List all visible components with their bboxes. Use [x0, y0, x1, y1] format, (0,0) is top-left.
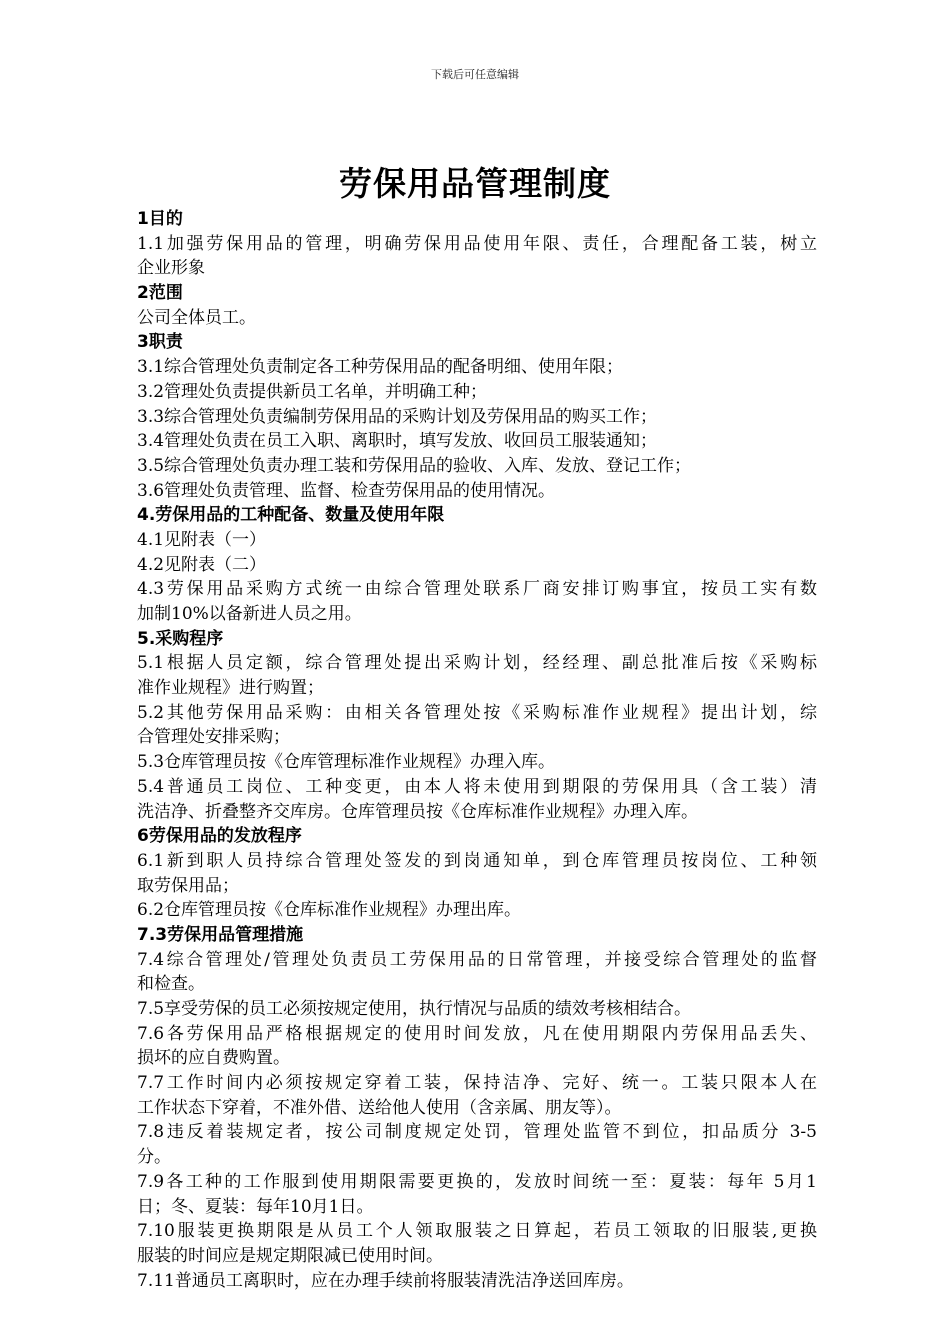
body-line: 6.1新到职人员持综合管理处签发的到岗通知单，到仓库管理员按岗位、工种领 — [137, 850, 817, 871]
body-line: 分。 — [137, 1147, 171, 1168]
body-line: 加制10%以备新进人员之用。 — [137, 604, 362, 624]
body-line: 3.6管理处负责管理、监督、检查劳保用品的使用情况。 — [137, 480, 556, 501]
body-line: 1.1加强劳保用品的管理，明确劳保用品使用年限、责任，合理配备工装，树立 — [137, 233, 817, 254]
body-line: 5.1根据人员定额，综合管理处提出采购计划，经经理、副总批准后按《采购标 — [137, 653, 817, 674]
section-heading: 6劳保用品的发放程序 — [137, 826, 302, 847]
body-line: 准作业规程》进行购置； — [137, 678, 324, 699]
section-heading: 7.3劳保用品管理措施 — [137, 924, 304, 945]
section-heading: 4.劳保用品的工种配备、数量及使用年限 — [137, 505, 445, 526]
body-line: 7.8违反着装规定者，按公司制度规定处罚，管理处监管不到位，扣品质分 3-5 — [137, 1122, 817, 1143]
body-line: 企业形象 — [137, 258, 205, 279]
body-line: 损坏的应自费购置。 — [137, 1048, 290, 1069]
body-line: 和检查。 — [137, 974, 205, 995]
body-line: 7.7工作时间内必须按规定穿着工装，保持洁净、完好、统一。工装只限本人在 — [137, 1073, 817, 1094]
body-line: 6.2仓库管理员按《仓库标准作业规程》办理出库。 — [137, 900, 522, 921]
body-line: 5.3仓库管理员按《仓库管理标准作业规程》办理入库。 — [137, 752, 556, 773]
body-line: 合管理处安排采购； — [137, 727, 290, 748]
body-line: 服装的时间应是规定期限减已使用时间。 — [137, 1245, 443, 1266]
body-line: 3.3综合管理处负责编制劳保用品的采购计划及劳保用品的购买工作； — [137, 406, 658, 427]
section-heading: 1目的 — [137, 209, 183, 229]
section-heading: 5.采购程序 — [137, 628, 224, 649]
body-line: 4.3劳保用品采购方式统一由综合管理处联系厂商安排订购事宜，按员工实有数 — [137, 579, 817, 600]
body-line: 3.4管理处负责在员工入职、离职时，填写发放、收回员工服装通知； — [137, 431, 658, 452]
body-line: 5.2其他劳保用品采购：由相关各管理处按《采购标准作业规程》提出计划，综 — [137, 702, 817, 723]
header-note: 下载后可任意编辑 — [431, 68, 519, 81]
body-line: 7.6各劳保用品严格根据规定的使用时间发放，凡在使用期限内劳保用品丢失、 — [137, 1023, 817, 1044]
body-line: 4.2见附表（二） — [137, 554, 267, 575]
body-line: 3.5综合管理处负责办理工装和劳保用品的验收、入库、发放、登记工作； — [137, 455, 692, 476]
section-heading: 2范围 — [137, 283, 183, 304]
body-line: 7.10服装更换期限是从员工个人领取服装之日算起，若员工领取的旧服装,更换 — [137, 1221, 817, 1242]
body-line: 洗洁净、折叠整齐交库房。仓库管理员按《仓库标准作业规程》办理入库。 — [137, 801, 698, 822]
body-line: 日；冬、夏装：每年10月1日。 — [137, 1196, 374, 1217]
body-line: 取劳保用品； — [137, 875, 239, 896]
body-line: 公司全体员工。 — [137, 307, 256, 328]
body-line: 3.1综合管理处负责制定各工种劳保用品的配备明细、使用年限； — [137, 357, 624, 378]
body-line: 5.4普通员工岗位、工种变更，由本人将未使用到期限的劳保用具（含工装）清 — [137, 776, 817, 797]
body-line: 7.11普通员工离职时，应在办理手续前将服装清洗洁净送回库房。 — [137, 1270, 634, 1291]
body-line: 7.9各工种的工作服到使用期限需要更换的，发放时间统一至：夏装：每年 5月1 — [137, 1171, 817, 1192]
section-heading: 3职责 — [137, 332, 183, 353]
body-line: 工作状态下穿着，不准外借、送给他人使用（含亲属、朋友等）。 — [137, 1097, 622, 1118]
document-body — [137, 207, 817, 1293]
body-line: 7.5享受劳保的员工必须按规定使用，执行情况与品质的绩效考核相结合。 — [137, 999, 692, 1019]
body-line: 3.2管理处负责提供新员工名单，并明确工种； — [137, 381, 488, 402]
document-title: 劳保用品管理制度 — [339, 164, 611, 203]
body-line: 4.1见附表（一） — [137, 529, 267, 550]
body-line: 7.4综合管理处/管理处负责员工劳保用品的日常管理，并接受综合管理处的监督 — [137, 949, 817, 970]
